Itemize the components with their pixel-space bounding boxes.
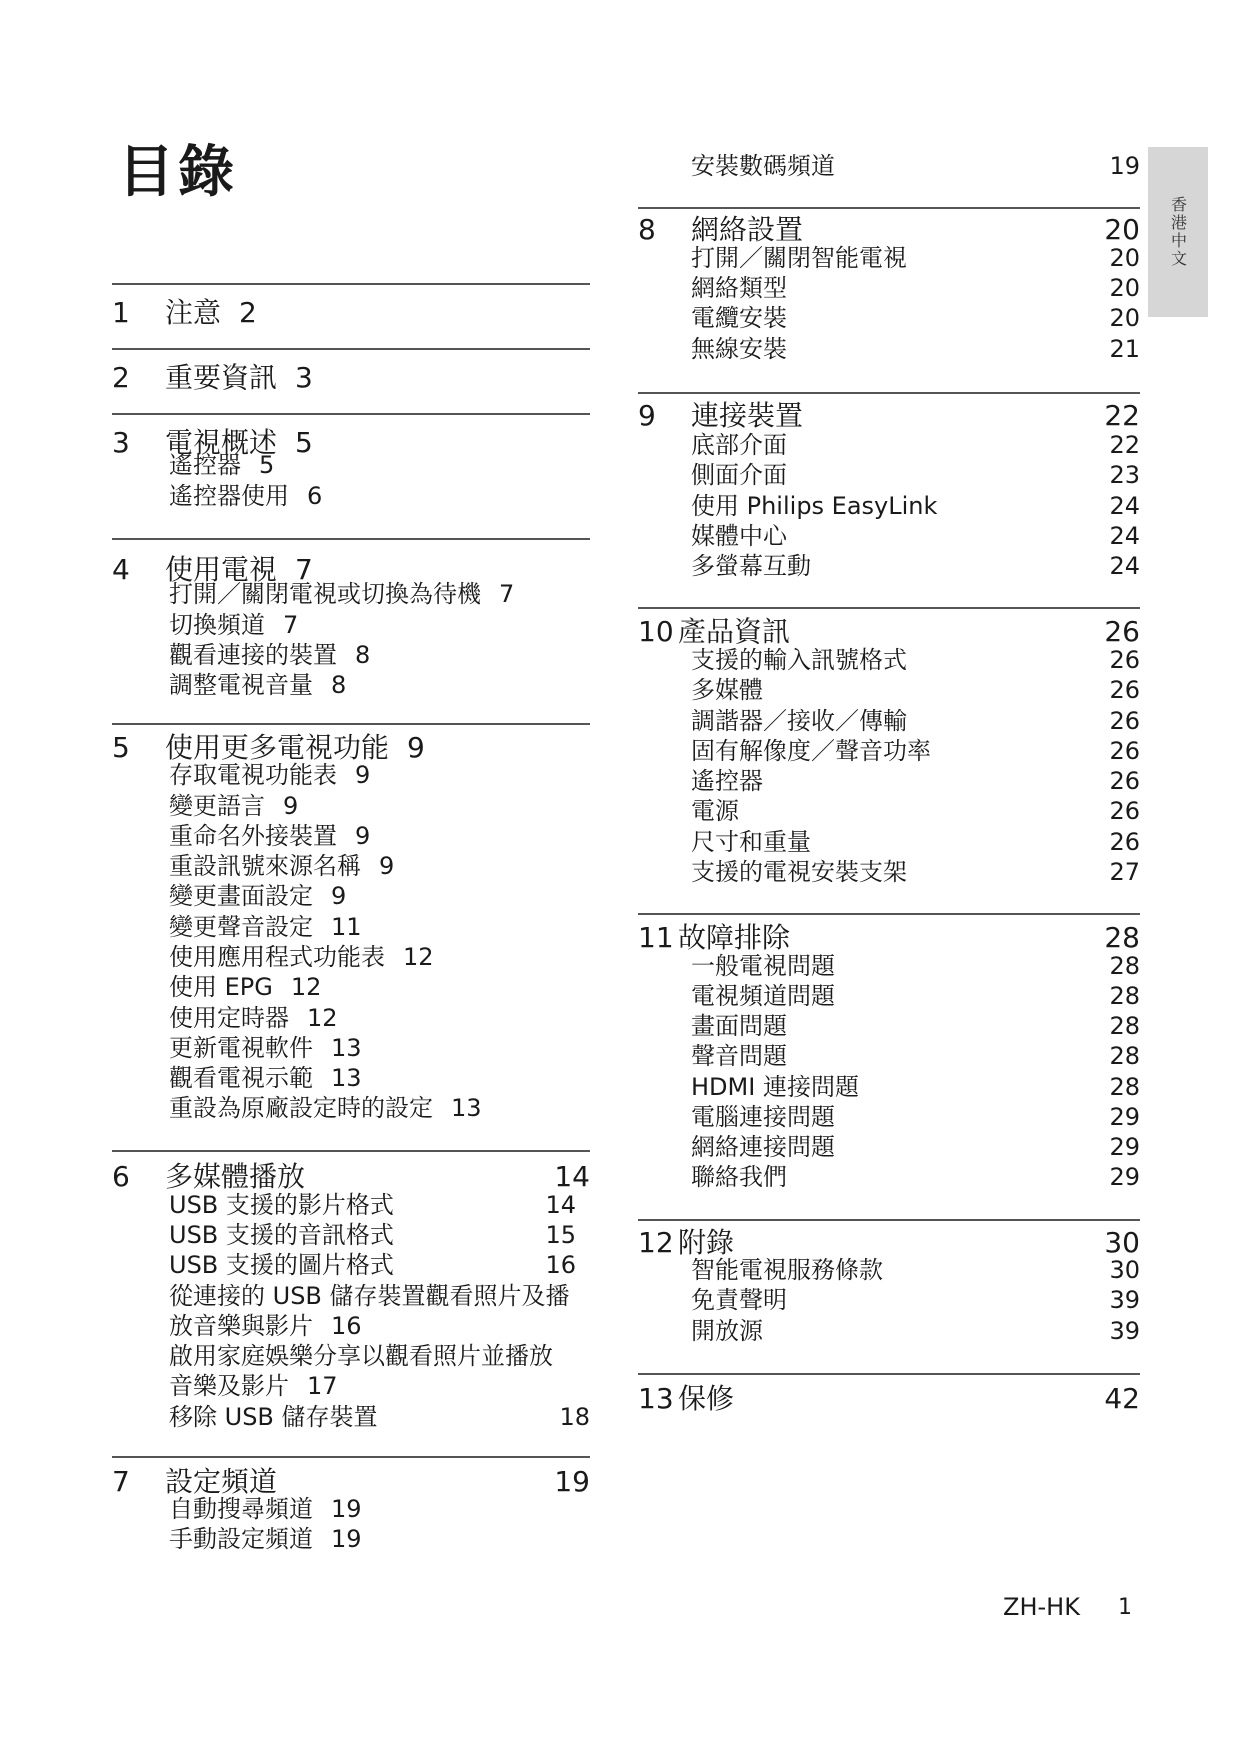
section-divider <box>112 1456 590 1458</box>
toc-item-label: 自動搜尋頻道 19 <box>169 1495 362 1523</box>
toc-item-page: 16 <box>545 1251 576 1279</box>
toc-item-label: 遙控器 <box>691 767 763 795</box>
toc-item-label: 重命名外接裝置 9 <box>169 822 371 850</box>
toc-item-page: 24 <box>1109 492 1140 520</box>
toc-item-label: 側面介面 <box>691 461 787 489</box>
section-divider <box>112 538 590 540</box>
toc-item-page: 26 <box>1109 676 1140 704</box>
toc-item-page: 20 <box>1109 274 1140 302</box>
toc-section-label: 設定頻道 <box>165 1465 278 1498</box>
toc-item-label: 支援的輸入訊號格式 <box>691 646 907 674</box>
toc-item[interactable] <box>112 610 590 640</box>
toc-item-page: 9 <box>331 882 347 910</box>
toc-item-label: USB 支援的影片格式 <box>169 1191 394 1219</box>
toc-item-label: 變更語言 9 <box>169 792 299 820</box>
section-divider <box>112 283 590 285</box>
toc-item-page: 39 <box>1109 1286 1140 1314</box>
toc-item-page: 28 <box>1109 1012 1140 1040</box>
toc-item-page: 9 <box>379 852 395 880</box>
toc-item-page: 26 <box>1109 828 1140 856</box>
toc-item[interactable] <box>638 706 1140 736</box>
toc-section-page: 3 <box>295 361 313 394</box>
toc-section-label: 重要資訊 3 <box>165 361 313 394</box>
toc-item-label: 變更聲音設定 11 <box>169 913 362 941</box>
toc-item-label: 使用 Philips EasyLink <box>691 492 938 520</box>
toc-item[interactable] <box>112 760 590 790</box>
toc-item-label: 手動設定頻道 19 <box>169 1525 362 1553</box>
toc-item-label: 更新電視軟件 13 <box>169 1034 362 1062</box>
toc-item-page: 29 <box>1109 1163 1140 1191</box>
toc-section[interactable] <box>638 213 1140 247</box>
toc-item-page: 23 <box>1109 461 1140 489</box>
section-divider <box>112 1150 590 1152</box>
toc-section-page: 22 <box>1104 399 1140 432</box>
toc-item-label: 使用定時器 12 <box>169 1004 338 1032</box>
toc-item[interactable] <box>638 303 1140 333</box>
toc-section-page: 7 <box>295 553 313 586</box>
toc-item-label: 使用 EPG 12 <box>169 973 322 1001</box>
toc-item-label: 從連接的 USB 儲存裝置觀看照片及播 <box>169 1282 570 1310</box>
toc-item-page: 8 <box>331 671 347 699</box>
toc-item-page: 21 <box>1109 335 1140 363</box>
toc-section-number: 8 <box>638 213 656 246</box>
toc-item[interactable] <box>638 981 1140 1011</box>
toc-item-page: 17 <box>307 1372 338 1400</box>
toc-section-number: 10 <box>638 615 674 648</box>
toc-item-label: 免責聲明 <box>691 1286 787 1314</box>
section-divider <box>638 1373 1140 1375</box>
toc-item[interactable] <box>638 675 1140 705</box>
toc-item-label: 支援的電視安裝支架 <box>691 858 907 886</box>
toc-item-label: 觀看電視示範 13 <box>169 1064 362 1092</box>
toc-item-label: 打開／關閉電視或切換為待機 7 <box>169 580 515 608</box>
toc-item-label: 啟用家庭娛樂分享以觀看照片並播放 <box>169 1342 553 1370</box>
toc-item[interactable] <box>112 972 590 1002</box>
toc-item[interactable] <box>638 1102 1140 1132</box>
toc-item-label: 觀看連接的裝置 8 <box>169 641 371 669</box>
toc-item-page: 39 <box>1109 1317 1140 1345</box>
toc-item[interactable] <box>638 1255 1140 1285</box>
toc-item[interactable] <box>112 1524 590 1554</box>
toc-section-page: 2 <box>239 296 257 329</box>
toc-item[interactable] <box>112 912 590 942</box>
toc-item-page: 28 <box>1109 952 1140 980</box>
toc-item[interactable] <box>638 273 1140 303</box>
toc-item-label: 多螢幕互動 <box>691 552 811 580</box>
toc-item[interactable] <box>112 1341 590 1371</box>
toc-item-label: 調諧器／接收／傳輸 <box>691 707 907 735</box>
toc-section-label: 連接裝置 <box>691 399 804 432</box>
toc-item-label: 聲音問題 <box>691 1042 787 1070</box>
toc-item[interactable] <box>638 1285 1140 1315</box>
toc-item[interactable] <box>112 1190 590 1220</box>
toc-section-number: 9 <box>638 399 656 432</box>
toc-item-page: 29 <box>1109 1133 1140 1161</box>
toc-section-number: 11 <box>638 921 674 954</box>
toc-section-page: 26 <box>1104 615 1140 648</box>
toc-section[interactable] <box>638 1382 1140 1416</box>
toc-item-page: 18 <box>559 1403 590 1431</box>
toc-item-page: 13 <box>331 1034 362 1062</box>
section-divider <box>638 1219 1140 1221</box>
toc-item-label: 遙控器使用 6 <box>169 482 323 510</box>
toc-item[interactable] <box>638 857 1140 887</box>
toc-section[interactable] <box>638 921 1140 955</box>
toc-section-label: 故障排除 <box>678 921 791 954</box>
toc-item-page: 7 <box>283 611 299 639</box>
toc-item[interactable] <box>638 1132 1140 1162</box>
toc-item[interactable] <box>112 1063 590 1093</box>
toc-item-label: 音樂及影片 17 <box>169 1372 338 1400</box>
toc-section-label: 電視概述 5 <box>165 426 313 459</box>
toc-section-page: 20 <box>1104 213 1140 246</box>
toc-item-label: HDMI 連接問題 <box>691 1073 859 1101</box>
toc-item-label: 媒體中心 <box>691 522 787 550</box>
toc-item-page: 13 <box>331 1064 362 1092</box>
toc-item-page: 26 <box>1109 767 1140 795</box>
toc-item-page: 12 <box>290 973 322 1001</box>
toc-item-page: 11 <box>331 913 362 941</box>
toc-item-page: 24 <box>1109 522 1140 550</box>
toc-item[interactable] <box>112 450 590 480</box>
toc-section-label: 附錄 <box>678 1226 735 1259</box>
toc-item[interactable] <box>638 151 1140 181</box>
toc-section[interactable] <box>638 399 1140 433</box>
toc-section-page: 28 <box>1104 921 1140 954</box>
toc-item[interactable] <box>112 1311 590 1341</box>
section-divider <box>112 413 590 415</box>
toc-item[interactable] <box>112 1371 590 1401</box>
toc-item[interactable] <box>638 491 1140 521</box>
toc-item-label: 底部介面 <box>691 431 787 459</box>
toc-item[interactable] <box>112 1494 590 1524</box>
language-code: ZH-HK <box>1003 1593 1080 1621</box>
toc-item-page: 16 <box>331 1312 362 1340</box>
toc-item[interactable] <box>112 1093 590 1123</box>
toc-item[interactable] <box>638 551 1140 581</box>
section-divider <box>112 723 590 725</box>
toc-item-page: 20 <box>1109 244 1140 272</box>
toc-item-label: 電腦連接問題 <box>691 1103 835 1131</box>
toc-item-page: 15 <box>545 1221 576 1249</box>
section-divider <box>112 348 590 350</box>
toc-section-label: 多媒體播放 <box>165 1160 306 1193</box>
toc-section[interactable] <box>112 296 590 330</box>
toc-item-label: USB 支援的音訊格式 <box>169 1221 394 1249</box>
toc-item-label: 多媒體 <box>691 676 763 704</box>
toc-item[interactable] <box>638 430 1140 460</box>
toc-item-page: 19 <box>331 1525 362 1553</box>
toc-item-label: 電視頻道問題 <box>691 982 835 1010</box>
language-tab-label: 香港中文 <box>1168 196 1188 268</box>
toc-item-label: 電源 <box>691 797 739 825</box>
toc-item-page: 26 <box>1109 646 1140 674</box>
toc-item-label: 聯絡我們 <box>691 1163 787 1191</box>
toc-item-label: 重設訊號來源名稱 9 <box>169 852 395 880</box>
toc-item-page: 28 <box>1109 982 1140 1010</box>
toc-item-label: 尺寸和重量 <box>691 828 811 856</box>
toc-item[interactable] <box>112 1250 590 1280</box>
toc-item[interactable] <box>112 1033 590 1063</box>
toc-item-page: 8 <box>355 641 371 669</box>
toc-item[interactable] <box>112 1220 590 1250</box>
section-divider <box>638 207 1140 209</box>
toc-item[interactable] <box>112 1003 590 1033</box>
toc-item-page: 13 <box>451 1094 482 1122</box>
section-divider <box>638 392 1140 394</box>
toc-item[interactable] <box>638 1162 1140 1192</box>
toc-item-page: 20 <box>1109 304 1140 332</box>
toc-item[interactable] <box>638 334 1140 364</box>
toc-item-page: 26 <box>1109 797 1140 825</box>
toc-item-label: USB 支援的圖片格式 <box>169 1251 394 1279</box>
toc-item[interactable] <box>638 796 1140 826</box>
toc-item[interactable] <box>638 521 1140 551</box>
page-number: 1 <box>1118 1595 1132 1620</box>
toc-section-number: 4 <box>112 553 130 586</box>
toc-item[interactable] <box>638 1316 1140 1346</box>
toc-item-label: 網絡連接問題 <box>691 1133 835 1161</box>
toc-item-page: 7 <box>499 580 515 608</box>
toc-section-number: 5 <box>112 731 130 764</box>
toc-item-label: 變更畫面設定 9 <box>169 882 347 910</box>
toc-item[interactable] <box>112 670 590 700</box>
toc-item-page: 9 <box>355 761 371 789</box>
toc-item-label: 智能電視服務條款 <box>691 1256 883 1284</box>
toc-item-page: 6 <box>307 482 323 510</box>
toc-section-label: 使用更多電視功能 9 <box>165 731 425 764</box>
toc-item-label: 遙控器 5 <box>169 451 275 479</box>
toc-item-label: 網絡類型 <box>691 274 787 302</box>
toc-item-label: 存取電視功能表 9 <box>169 761 371 789</box>
toc-item-page: 22 <box>1109 431 1140 459</box>
toc-item[interactable] <box>638 460 1140 490</box>
toc-item-page: 28 <box>1109 1073 1140 1101</box>
toc-item-label: 調整電視音量 8 <box>169 671 347 699</box>
toc-item[interactable] <box>112 481 590 511</box>
toc-item[interactable] <box>638 736 1140 766</box>
toc-section-page: 14 <box>554 1160 590 1193</box>
toc-item-page: 30 <box>1109 1256 1140 1284</box>
toc-section-label: 網絡設置 <box>691 213 804 246</box>
toc-item[interactable] <box>112 942 590 972</box>
toc-item[interactable] <box>638 766 1140 796</box>
toc-item[interactable] <box>112 821 590 851</box>
toc-item-label: 重設為原廠設定時的設定 13 <box>169 1094 482 1122</box>
toc-section-label: 注意 2 <box>165 296 257 329</box>
toc-item-page: 9 <box>355 822 371 850</box>
toc-item-page: 19 <box>331 1495 362 1523</box>
toc-item-label: 移除 USB 儲存裝置 <box>169 1403 378 1431</box>
toc-item-label: 電纜安裝 <box>691 304 787 332</box>
toc-item-label: 安裝數碼頻道 <box>691 152 835 180</box>
toc-section-page: 9 <box>407 731 425 764</box>
toc-section-number: 6 <box>112 1160 130 1193</box>
toc-item[interactable] <box>112 791 590 821</box>
toc-item[interactable] <box>638 1041 1140 1071</box>
toc-section-number: 12 <box>638 1226 674 1259</box>
toc-item-label: 放音樂與影片 16 <box>169 1312 362 1340</box>
toc-section-number: 1 <box>112 296 130 329</box>
toc-item[interactable] <box>638 827 1140 857</box>
toc-item[interactable] <box>112 579 590 609</box>
toc-section-label: 保修 <box>678 1382 735 1415</box>
toc-section-number: 13 <box>638 1382 674 1415</box>
toc-section-page: 42 <box>1104 1382 1140 1415</box>
section-divider <box>638 913 1140 915</box>
toc-item-page: 28 <box>1109 1042 1140 1070</box>
toc-item-label: 畫面問題 <box>691 1012 787 1040</box>
toc-item[interactable] <box>638 645 1140 675</box>
toc-section-number: 3 <box>112 426 130 459</box>
toc-section-number: 2 <box>112 361 130 394</box>
toc-item[interactable] <box>112 1281 590 1311</box>
toc-item-label: 打開／關閉智能電視 <box>691 244 907 272</box>
toc-item-page: 29 <box>1109 1103 1140 1131</box>
toc-item[interactable] <box>112 640 590 670</box>
toc-item-page: 24 <box>1109 552 1140 580</box>
toc-section-page: 30 <box>1104 1226 1140 1259</box>
toc-item[interactable] <box>112 851 590 881</box>
toc-item-label: 切換頻道 7 <box>169 611 299 639</box>
toc-item-label: 使用應用程式功能表 12 <box>169 943 434 971</box>
language-tab <box>1148 147 1208 317</box>
toc-item-page: 12 <box>403 943 434 971</box>
toc-item-page: 26 <box>1109 737 1140 765</box>
toc-item[interactable] <box>112 1402 590 1432</box>
section-divider <box>638 607 1140 609</box>
toc-item-label: 開放源 <box>691 1317 763 1345</box>
toc-item-page: 27 <box>1109 858 1140 886</box>
toc-item-label: 一般電視問題 <box>691 952 835 980</box>
toc-section-label: 產品資訊 <box>678 615 791 648</box>
toc-section[interactable] <box>112 1160 590 1194</box>
toc-section[interactable] <box>638 615 1140 649</box>
toc-item-page: 9 <box>283 792 299 820</box>
toc-item[interactable] <box>638 951 1140 981</box>
toc-item-label: 無線安裝 <box>691 335 787 363</box>
toc-item-page: 5 <box>259 451 275 479</box>
toc-item[interactable] <box>638 1072 1140 1102</box>
toc-section[interactable] <box>112 361 590 395</box>
toc-item[interactable] <box>638 1011 1140 1041</box>
toc-item[interactable] <box>638 243 1140 273</box>
toc-item-label: 固有解像度／聲音功率 <box>691 737 931 765</box>
toc-section-label: 使用電視 7 <box>165 553 313 586</box>
toc-item-page: 26 <box>1109 707 1140 735</box>
toc-item[interactable] <box>112 881 590 911</box>
toc-section-page: 5 <box>295 426 313 459</box>
toc-item-page: 14 <box>545 1191 576 1219</box>
toc-item-page: 12 <box>307 1004 338 1032</box>
toc-section-page: 19 <box>554 1465 590 1498</box>
toc-item-page: 19 <box>1109 152 1140 180</box>
page-title: 目錄 <box>118 140 238 205</box>
toc-section-number: 7 <box>112 1465 130 1498</box>
